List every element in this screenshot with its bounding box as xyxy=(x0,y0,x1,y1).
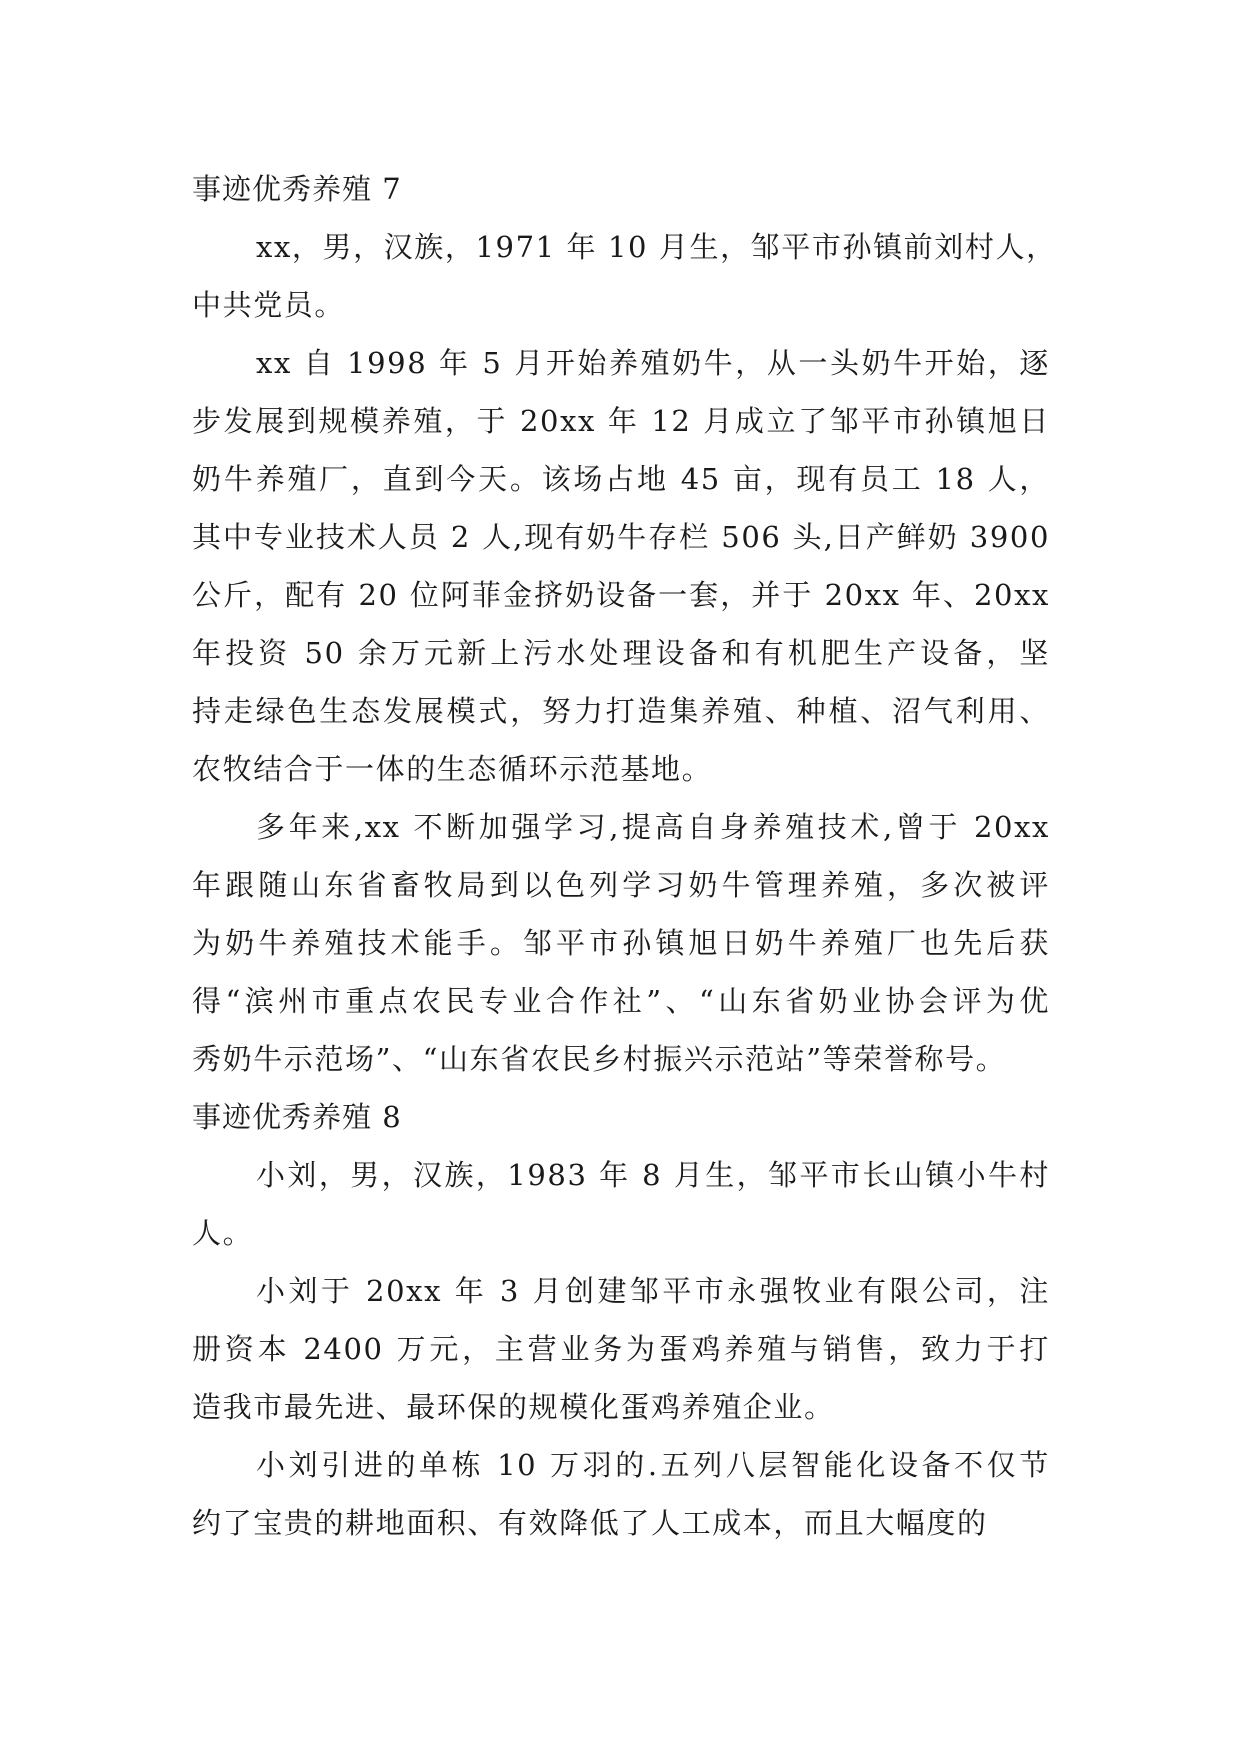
text-line: 约了宝贵的耕地面积、有效降低了人工成本，而且大幅度的 xyxy=(192,1506,988,1540)
text-line: xx 自 1998 年 5 月开始养殖奶牛，从一头奶牛开始，逐 xyxy=(256,346,1050,380)
text-line: 小刘于 20xx 年 3 月创建邹平市永强牧业有限公司，注 xyxy=(256,1274,1050,1308)
text-line: 小刘引进的单栋 10 万羽的.五列八层智能化设备不仅节 xyxy=(256,1448,1050,1482)
text-line: 多年来,xx 不断加强学习,提高自身养殖技术,曾于 20xx xyxy=(256,810,1050,844)
text-line: 公斤，配有 20 位阿菲金挤奶设备一套，并于 20xx 年、20xx xyxy=(192,578,1050,612)
text-line: 其中专业技术人员 2 人,现有奶牛存栏 506 头,日产鲜奶 3900 xyxy=(192,520,1050,554)
text-line: 事迹优秀养殖 7 xyxy=(192,172,402,206)
text-line: 中共党员。 xyxy=(192,288,346,322)
text-line: 事迹优秀养殖 8 xyxy=(192,1100,402,1134)
paragraph-7-3 xyxy=(192,798,1050,1088)
text-line: 小刘，男，汉族，1983 年 8 月生，邹平市长山镇小牛村 xyxy=(256,1158,1050,1192)
text-line: 人。 xyxy=(192,1216,254,1250)
text-line: 农牧结合于一体的生态循环示范基地。 xyxy=(192,752,713,786)
text-line: 步发展到规模养殖，于 20xx 年 12 月成立了邹平市孙镇旭日 xyxy=(192,404,1050,438)
text-line: xx，男，汉族，1971 年 10 月生，邹平市孙镇前刘村人， xyxy=(256,230,1057,264)
text-line: 奶牛养殖厂，直到今天。该场占地 45 亩，现有员工 18 人， xyxy=(192,462,1050,496)
text-line: 得“滨州市重点农民专业合作社”、“山东省奶业协会评为优 xyxy=(192,984,1050,1018)
text-line: 秀奶牛示范场”、“山东省农民乡村振兴示范站”等荣誉称号。 xyxy=(192,1042,1007,1076)
section-heading-8 xyxy=(192,1088,1050,1146)
document-body xyxy=(192,160,1057,1552)
text-line: 年投资 50 余万元新上污水处理设备和有机肥生产设备，坚 xyxy=(192,636,1050,670)
paragraph-7-2 xyxy=(192,334,1050,798)
text-line: 册资本 2400 万元，主营业务为蛋鸡养殖与销售，致力于打 xyxy=(192,1332,1050,1366)
paragraph-7-1 xyxy=(192,218,1057,334)
section-heading-7 xyxy=(192,160,1050,218)
paragraph-8-1 xyxy=(192,1146,1050,1262)
paragraph-8-2 xyxy=(192,1262,1050,1436)
paragraph-8-3 xyxy=(192,1436,1050,1552)
text-line: 为奶牛养殖技术能手。邹平市孙镇旭日奶牛养殖厂也先后获 xyxy=(192,926,1050,960)
text-line: 年跟随山东省畜牧局到以色列学习奶牛管理养殖，多次被评 xyxy=(192,868,1050,902)
text-line: 持走绿色生态发展模式，努力打造集养殖、种植、沼气利用、 xyxy=(192,694,1050,728)
text-line: 造我市最先进、最环保的规模化蛋鸡养殖企业。 xyxy=(192,1390,835,1424)
